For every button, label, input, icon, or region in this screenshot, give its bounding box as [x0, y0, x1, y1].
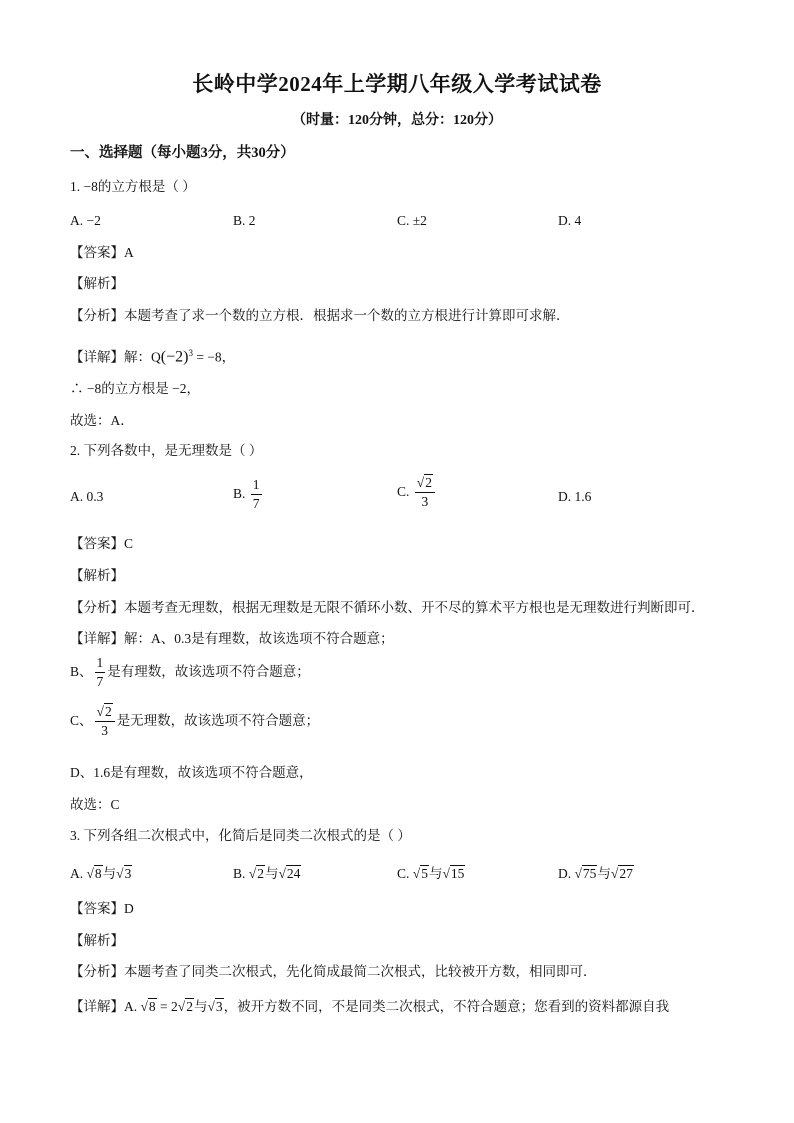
q2-option-b: [233, 478, 264, 510]
q3-option-d-radicand-2: 27: [619, 866, 633, 881]
q2-c-suffix: 是无理数，故该选项不符合题意；: [116, 713, 320, 728]
q3-detail-radicand-3: 3: [215, 999, 223, 1014]
q3-option-c-label: C.: [397, 866, 410, 881]
sqrt-icon: √2: [416, 475, 432, 490]
q2-option-c: [397, 476, 437, 508]
q3-option-c-yu: 与: [428, 866, 443, 881]
q3-option-b-radicand-1: 2: [257, 866, 264, 881]
q3-option-c-radicand-1: 5: [421, 866, 428, 881]
q3-jiexi: 【解析】: [70, 933, 124, 948]
sqrt-icon: √8: [140, 999, 156, 1014]
sqrt-icon: √24: [278, 866, 301, 881]
q2-detail-d: D、1.6是有理数，故该选项不符合题意，: [70, 765, 313, 780]
q3-option-b-radicand-2: 24: [286, 866, 301, 881]
q3-option-d: [558, 862, 634, 882]
sqrt-icon: √27: [610, 866, 633, 881]
section-heading: 一、选择题（每小题3分，共30分）: [70, 145, 295, 161]
q1-analysis: 【分析】本题考查了求一个数的立方根．根据求一个数的立方根进行计算即可求解．: [70, 308, 570, 323]
sqrt-icon: √3: [116, 866, 132, 881]
q3-option-a-radicand-2: 3: [124, 866, 132, 881]
q1-detail-suffix: = −8，: [192, 349, 236, 365]
q1-answer: 【答案】A: [70, 245, 134, 260]
q1-detail-expr: (−2): [160, 348, 189, 366]
q3-detail-radicand-1: 8: [148, 999, 156, 1014]
q2-b-prefix: B、: [70, 664, 93, 679]
q3-detail-yu: 与: [193, 999, 208, 1014]
q2-answer: 【答案】C: [70, 536, 134, 551]
q3-detail-eq: = 2: [156, 999, 178, 1014]
q1-option-b: B. 2: [233, 213, 256, 228]
q3-analysis: 【分析】本题考查了同类二次根式，先化简成最简二次根式，比较被开方数，相同即可．: [70, 964, 597, 979]
q2-jiexi: 【解析】: [70, 568, 124, 583]
q3-detail-radicand-2: 2: [186, 999, 193, 1014]
q3-option-a: [70, 862, 132, 882]
q1-conclusion: ∴ −8的立方根是 −2，: [70, 381, 200, 396]
q2-b-numerator: 1: [95, 656, 106, 673]
q1-jiexi: 【解析】: [70, 276, 124, 291]
q1-choose: 故选：A．: [70, 413, 134, 428]
q3-option-d-radicand-1: 75: [582, 866, 597, 881]
q3-stem: 3. 下列各组二次根式中，化简后是同类二次根式的是（ ）: [70, 828, 411, 843]
q1-detail-power: 3: [188, 348, 193, 358]
q2-detail: 【详解】解：A、0.3是有理数，故该选项不符合题意；: [70, 631, 394, 646]
q2-b-suffix: 是有理数，故该选项不符合题意；: [107, 664, 310, 679]
q2-detail-c: [70, 705, 319, 737]
q3-detail: [70, 997, 669, 1017]
q2-c-fraction: [95, 705, 115, 737]
q2-option-c-radicand: 2: [425, 475, 432, 490]
q1-detail-prefix: 【详解】解：Q: [70, 349, 161, 365]
q2-b-denominator: 7: [96, 673, 104, 689]
sqrt-icon: √2: [96, 704, 112, 719]
q3-detail-prefix: 【详解】A.: [70, 999, 138, 1014]
q2-c-prefix: C、: [70, 713, 93, 728]
sqrt-icon: √2: [248, 866, 264, 881]
q2-option-c-numerator: [415, 476, 435, 493]
sqrt-icon: √8: [86, 866, 102, 881]
q2-analysis: 【分析】本题考查无理数，根据无理数是无限不循环小数、开不尽的算术平方根也是无理数进行判断即可．: [70, 600, 705, 615]
q3-option-b: [233, 862, 301, 882]
q2-option-b-fraction: [251, 478, 262, 510]
q3-detail-suffix: ，被开方数不同，不是同类二次根式，不符合题意；您看到的资料都源自我: [223, 999, 670, 1014]
q2-c-radicand: 2: [104, 704, 112, 719]
sqrt-icon: √15: [442, 866, 465, 881]
q2-option-c-denominator: 3: [421, 493, 429, 509]
q3-option-b-yu: 与: [264, 866, 279, 881]
q2-option-c-label: C.: [397, 484, 410, 499]
q1-stem: 1. −8的立方根是（ ）: [70, 179, 196, 194]
q1-option-c: C. ±2: [397, 213, 427, 228]
q1-detail: [70, 343, 235, 368]
q2-choose: 故选：C: [70, 797, 120, 812]
exam-title: 长岭中学2024年上学期八年级入学考试试卷: [192, 72, 602, 96]
exam-subtitle: （时量：120分钟，总分：120分）: [292, 113, 502, 128]
q3-option-c: [397, 862, 465, 882]
q3-option-d-yu: 与: [597, 866, 611, 881]
sqrt-icon: √5: [412, 866, 428, 881]
q2-option-c-fraction: [415, 476, 435, 508]
q2-stem: 2. 下列各数中，是无理数是（ ）: [70, 443, 263, 458]
q3-option-a-yu: 与: [102, 866, 117, 881]
q2-c-numerator: [95, 705, 115, 722]
q3-answer: 【答案】D: [70, 901, 134, 916]
q1-option-a: A. −2: [70, 213, 101, 228]
q2-option-b-numerator: 1: [251, 478, 262, 495]
q3-option-d-label: D.: [558, 866, 572, 881]
sqrt-icon: √75: [574, 866, 597, 881]
q2-option-d: D. 1.6: [558, 489, 592, 504]
q3-option-b-label: B.: [233, 866, 246, 881]
q3-option-a-radicand-1: 8: [94, 866, 102, 881]
q3-option-c-radicand-2: 15: [450, 866, 465, 881]
q2-b-fraction: [95, 656, 106, 688]
q2-detail-b: [70, 656, 310, 688]
q2-option-a: A. 0.3: [70, 489, 104, 504]
q1-option-d: D. 4: [558, 213, 582, 228]
q2-option-b-denominator: 7: [252, 495, 260, 511]
q2-c-denominator: 3: [101, 722, 108, 738]
q2-option-b-label: B.: [233, 486, 246, 501]
sqrt-icon: √2: [177, 999, 193, 1014]
q3-option-a-label: A.: [70, 866, 84, 881]
sqrt-icon: √3: [207, 999, 223, 1014]
